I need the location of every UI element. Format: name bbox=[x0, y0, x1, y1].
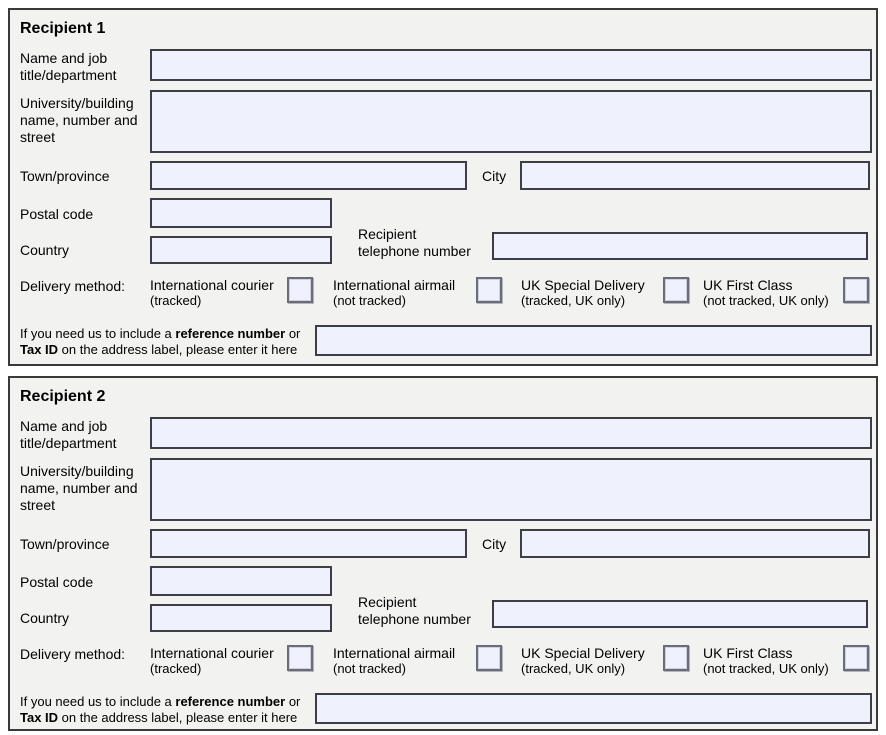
postal-code-label: Postal code bbox=[20, 206, 94, 222]
special-delivery-option-label: UK Special Delivery (tracked, UK only) bbox=[521, 645, 645, 676]
r2-name-input[interactable] bbox=[150, 417, 872, 449]
courier-option-label: International courier (tracked) bbox=[150, 277, 274, 308]
reference-note: If you need us to include a reference number or Tax ID on the address label, please enter it here bbox=[20, 694, 301, 725]
delivery-method-label: Delivery method: bbox=[20, 278, 126, 294]
university-label: University/building name, number and street bbox=[20, 95, 138, 145]
postal-code-label: Postal code bbox=[20, 574, 94, 590]
recipient-2-section bbox=[8, 376, 878, 731]
first-class-option-label: UK First Class (not tracked, UK only) bbox=[703, 645, 829, 676]
r1-phone-input[interactable] bbox=[492, 232, 868, 260]
r1-city-input[interactable] bbox=[520, 161, 870, 190]
special-delivery-option-label: UK Special Delivery (tracked, UK only) bbox=[521, 277, 645, 308]
r1-reference-input[interactable] bbox=[315, 325, 872, 356]
city-label: City bbox=[482, 168, 507, 184]
r2-airmail-checkbox[interactable] bbox=[476, 645, 502, 671]
courier-option-label: International courier (tracked) bbox=[150, 645, 274, 676]
name-label: Name and job title/department bbox=[20, 50, 117, 83]
phone-label: Recipient telephone number bbox=[358, 226, 471, 259]
r2-town-input[interactable] bbox=[150, 529, 467, 558]
country-label: Country bbox=[20, 610, 70, 626]
reference-note: If you need us to include a reference number or Tax ID on the address label, please enter it here bbox=[20, 326, 301, 357]
r1-special-delivery-checkbox[interactable] bbox=[663, 277, 689, 303]
town-label: Town/province bbox=[20, 168, 110, 184]
r1-university-input[interactable] bbox=[150, 90, 872, 153]
delivery-method-label: Delivery method: bbox=[20, 646, 126, 662]
name-label: Name and job title/department bbox=[20, 418, 117, 451]
r2-special-delivery-checkbox[interactable] bbox=[663, 645, 689, 671]
r1-first-class-checkbox[interactable] bbox=[843, 277, 869, 303]
section-title: Recipient 1 bbox=[20, 20, 106, 37]
r2-university-input[interactable] bbox=[150, 458, 872, 521]
recipient-1-section bbox=[8, 8, 878, 366]
r1-town-input[interactable] bbox=[150, 161, 467, 190]
city-label: City bbox=[482, 536, 507, 552]
r2-postal-input[interactable] bbox=[150, 566, 332, 596]
university-label: University/building name, number and street bbox=[20, 463, 138, 513]
r2-country-input[interactable] bbox=[150, 604, 332, 632]
r1-courier-checkbox[interactable] bbox=[287, 277, 313, 303]
town-label: Town/province bbox=[20, 536, 110, 552]
country-label: Country bbox=[20, 242, 70, 258]
r2-first-class-checkbox[interactable] bbox=[843, 645, 869, 671]
airmail-option-label: International airmail (not tracked) bbox=[333, 277, 456, 308]
r1-airmail-checkbox[interactable] bbox=[476, 277, 502, 303]
phone-label: Recipient telephone number bbox=[358, 594, 471, 627]
r1-name-input[interactable] bbox=[150, 49, 872, 81]
r2-phone-input[interactable] bbox=[492, 600, 868, 628]
r2-reference-input[interactable] bbox=[315, 693, 872, 724]
r1-postal-input[interactable] bbox=[150, 198, 332, 228]
section-title: Recipient 2 bbox=[20, 388, 106, 405]
airmail-option-label: International airmail (not tracked) bbox=[333, 645, 456, 676]
r1-country-input[interactable] bbox=[150, 236, 332, 264]
r2-courier-checkbox[interactable] bbox=[287, 645, 313, 671]
r2-city-input[interactable] bbox=[520, 529, 870, 558]
first-class-option-label: UK First Class (not tracked, UK only) bbox=[703, 277, 829, 308]
